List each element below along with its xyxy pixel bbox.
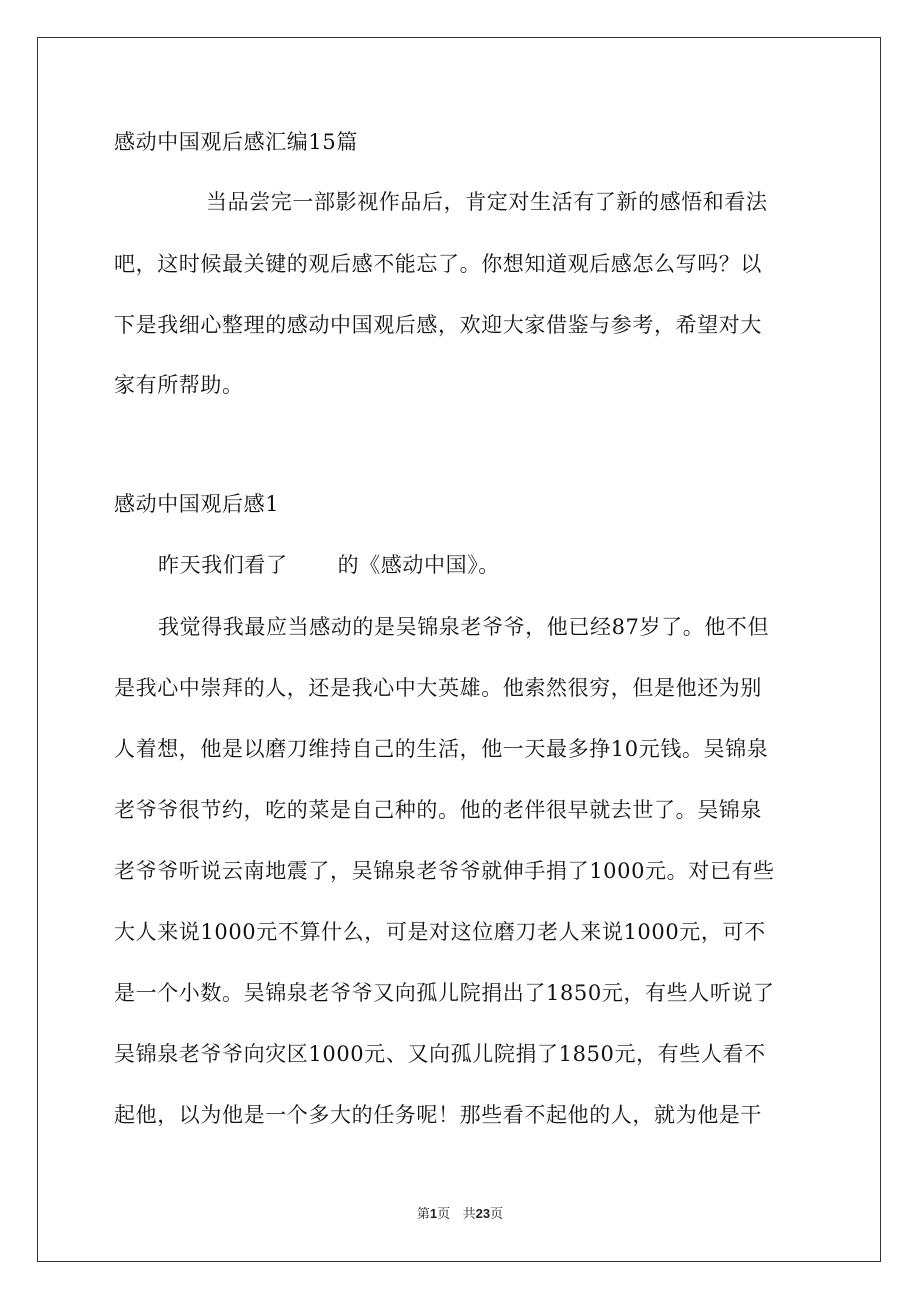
page-frame: [37, 37, 881, 1262]
intro-line-4: 家有所帮助。: [114, 373, 244, 397]
para2-line-3: 人着想，他是以磨刀维持自己的生活，他一天最多挣10元钱。吴锦泉: [114, 737, 769, 761]
para2-line-8: 吴锦泉老爷爷向灾区1000元、又向孤儿院捐了1850元，有些人看不: [114, 1042, 766, 1066]
page-footer: [0, 1205, 920, 1224]
para1-start: 昨天我们看了: [158, 553, 288, 577]
para2-line-4: 老爷爷很节约，吃的菜是自己种的。他的老伴很早就去世了。吴锦泉: [114, 798, 762, 822]
para2-line-6: 大人来说1000元不算什么，可是对这位磨刀老人来说1000元，可不: [114, 920, 766, 944]
para2-line-5: 老爷爷听说云南地震了，吴锦泉老爷爷就伸手捐了1000元。对已有些: [114, 859, 775, 883]
total-pages: 23: [475, 1206, 491, 1221]
page-prefix: 第: [416, 1207, 430, 1222]
total-prefix: 共: [462, 1207, 476, 1222]
section-heading: 感动中国观后感1: [114, 492, 280, 516]
para1-line: [158, 551, 500, 579]
intro-line-3: 下是我细心整理的感动中国观后感，欢迎大家借鉴与参考，希望对大: [114, 313, 762, 337]
para2-line-1: 我觉得我最应当感动的是吴锦泉老爷爷，他已经87岁了。他不但: [158, 615, 770, 639]
para2-line-9: 起他，以为他是一个多大的任务呢！那些看不起他的人，就为他是干: [114, 1103, 762, 1127]
para2-line-2: 是我心中崇拜的人，还是我心中大英雄。他索然很穷，但是他还为别: [114, 676, 762, 700]
para1-end: 的《感动中国》。: [337, 553, 500, 577]
para2-line-7: 是一个小数。吴锦泉老爷爷又向孤儿院捐出了1850元，有些人听说了: [114, 981, 775, 1005]
intro-line-1: 当品尝完一部影视作品后，肯定对生活有了新的感悟和看法: [206, 190, 768, 214]
current-page: 1: [429, 1206, 438, 1221]
total-suffix: 页: [490, 1207, 504, 1222]
intro-line-2: 吧，这时候最关键的观后感不能忘了。你想知道观后感怎么写吗？以: [114, 252, 762, 276]
page-suffix: 页: [437, 1207, 451, 1222]
document-title: 感动中国观后感汇编15篇: [114, 130, 358, 154]
